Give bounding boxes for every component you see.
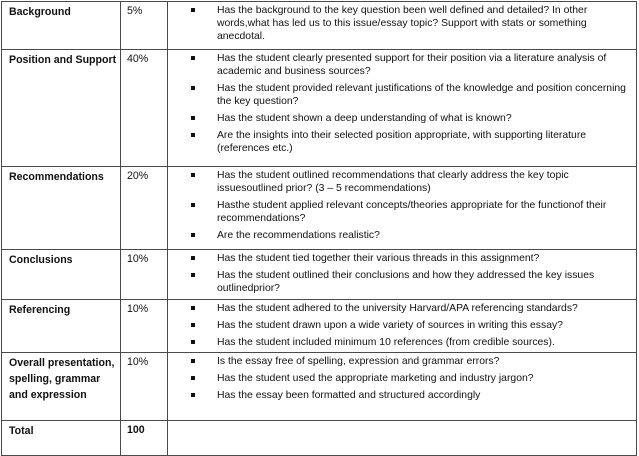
criterion-cell: Background bbox=[2, 2, 121, 50]
rubric-row-total bbox=[2, 421, 637, 456]
rubric-row-position-support bbox=[2, 50, 637, 167]
criteria-point: Has the student tied together their various threads in this assignment? bbox=[168, 252, 632, 265]
criteria-point: Has the background to the key question been well defined and detailed? In other words,what has led us to this issue/essay topic? Support with stats or something anecdotal. bbox=[168, 4, 632, 43]
rubric-row-recommendations bbox=[2, 167, 637, 250]
rubric-row-referencing bbox=[2, 300, 637, 353]
criteria-point: Has the student adhered to the university Harvard/APA referencing standards? bbox=[168, 302, 632, 315]
criteria-point: Has the student drawn upon a wide variety of sources in writing this essay? bbox=[168, 319, 632, 332]
weight-cell: 10% bbox=[121, 250, 168, 300]
criteria-point: Is the essay free of spelling, expression and grammar errors? bbox=[168, 355, 632, 368]
description-cell bbox=[168, 353, 637, 421]
criteria-point: Hasthe student applied relevant concepts/theories appropriate for the functionof their recommendations? bbox=[168, 199, 632, 225]
description-cell bbox=[168, 50, 637, 167]
total-weight: 100 bbox=[121, 421, 168, 456]
criteria-point: Has the student outlined recommendations that clearly address the key topic issuesoutlined prior? (3 – 5 recommendations) bbox=[168, 169, 632, 195]
weight-cell: 10% bbox=[121, 300, 168, 353]
total-label: Total bbox=[2, 421, 121, 456]
rubric-row-background bbox=[2, 2, 637, 50]
criterion-cell: Referencing bbox=[2, 300, 121, 353]
criteria-point: Has the student used the appropriate marketing and industry jargon? bbox=[168, 372, 632, 385]
criteria-point: Has the student included minimum 10 references (from credible sources). bbox=[168, 336, 632, 349]
description-cell bbox=[168, 250, 637, 300]
rubric-row-conclusions bbox=[2, 250, 637, 300]
criteria-point: Has the student shown a deep understanding of what is known? bbox=[168, 112, 632, 125]
criteria-point: Has the essay been formatted and structured accordingly bbox=[168, 389, 632, 402]
criteria-point: Are the insights into their selected position appropriate, with supporting literature (references etc.) bbox=[168, 129, 632, 155]
description-cell bbox=[168, 300, 637, 353]
criteria-point: Has the student outlined their conclusions and how they addressed the key issues outlinedprior? bbox=[168, 269, 632, 295]
criteria-point: Are the recommendations realistic? bbox=[168, 229, 632, 242]
rubric-row-overall-presentation bbox=[2, 353, 637, 421]
weight-cell: 20% bbox=[121, 167, 168, 250]
weight-cell: 5% bbox=[121, 2, 168, 50]
description-cell bbox=[168, 2, 637, 50]
weight-cell: 10% bbox=[121, 353, 168, 421]
criterion-cell: Overall presentation, spelling, grammar and expression bbox=[2, 353, 121, 421]
criteria-point: Has the student provided relevant justifications of the knowledge and position concerning the key question? bbox=[168, 82, 632, 108]
weight-cell: 40% bbox=[121, 50, 168, 167]
criterion-cell: Conclusions bbox=[2, 250, 121, 300]
criteria-point: Has the student clearly presented support for their position via a literature analysis of academic and business sources? bbox=[168, 52, 632, 78]
description-cell-empty bbox=[168, 421, 637, 456]
description-cell bbox=[168, 167, 637, 250]
marking-rubric-table bbox=[1, 1, 637, 456]
criterion-cell: Recommendations bbox=[2, 167, 121, 250]
criterion-cell: Position and Support bbox=[2, 50, 121, 167]
